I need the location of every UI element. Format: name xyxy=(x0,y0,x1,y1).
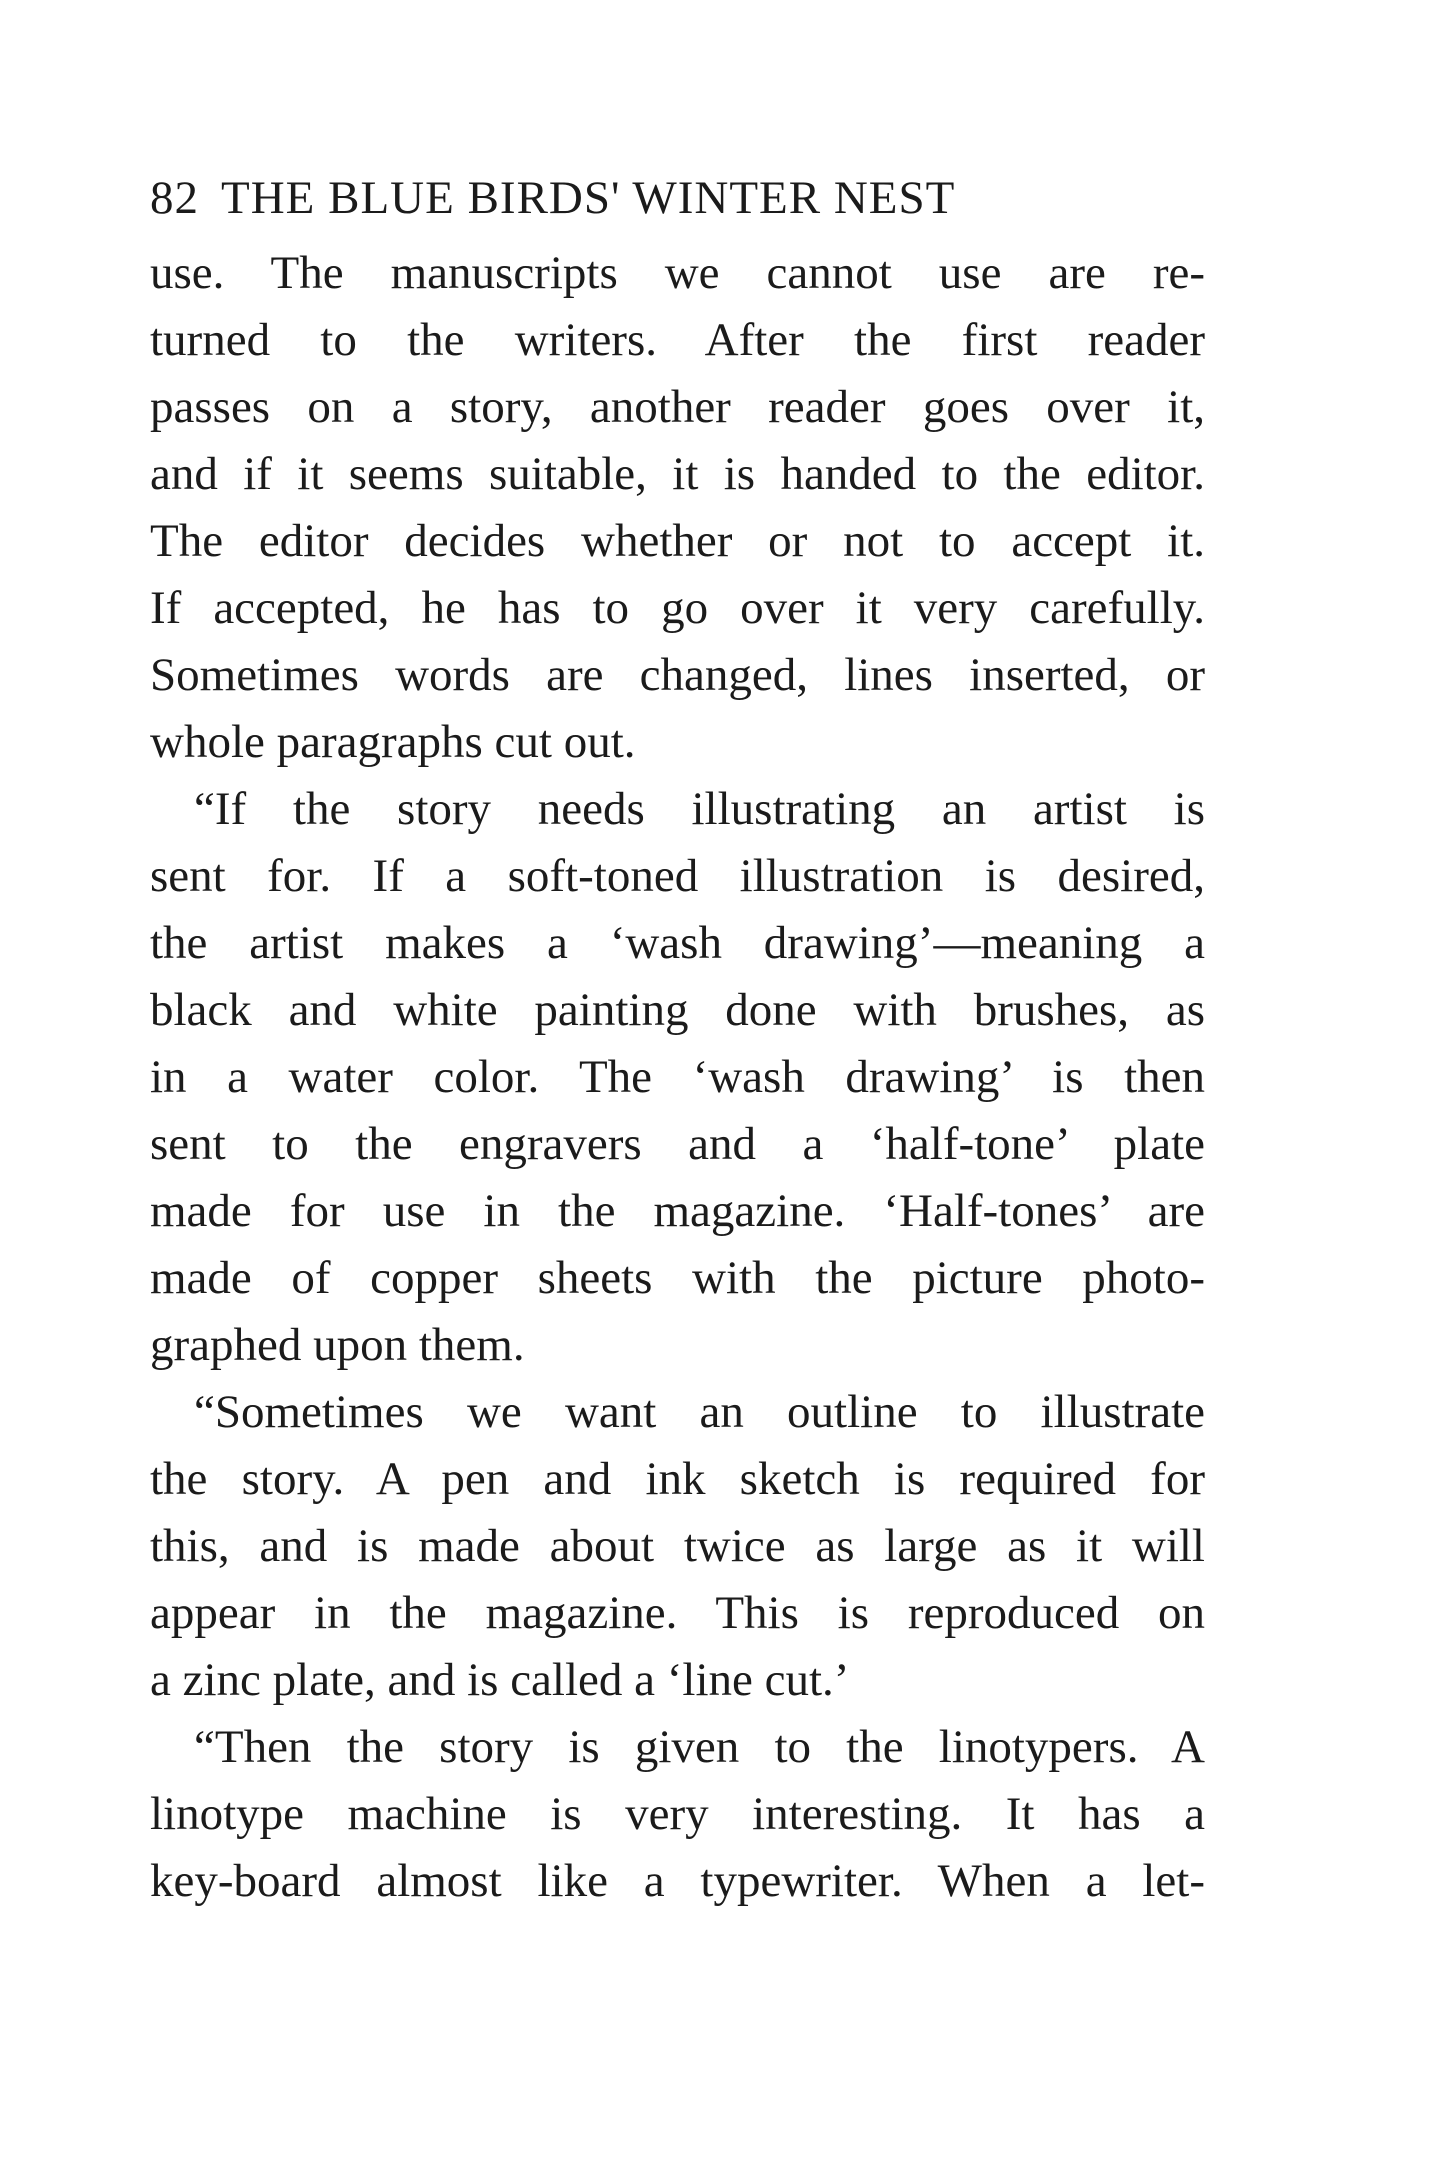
paragraph-4 xyxy=(150,1714,1205,1915)
text-line: sent to the engravers and a ‘half-tone’ plate xyxy=(150,1118,1205,1170)
text-line: use. The manuscripts we cannot use are re- xyxy=(150,247,1205,299)
text-line: “Then the story is given to the linotypers. A xyxy=(194,1721,1205,1773)
text-line: and if it seems suitable, it is handed to the editor. xyxy=(150,448,1205,500)
paragraph-1 xyxy=(150,240,1205,776)
text-line: graphed upon them. xyxy=(150,1319,525,1371)
text-line: The editor decides whether or not to accept it. xyxy=(150,515,1205,567)
text-line: sent for. If a soft-toned illustration is desired, xyxy=(150,850,1205,902)
text-line: linotype machine is very interesting. It has a xyxy=(150,1788,1205,1840)
text-line: in a water color. The ‘wash drawing’ is then xyxy=(150,1051,1205,1103)
text-line: If accepted, he has to go over it very carefully. xyxy=(150,582,1205,634)
text-line: key-board almost like a typewriter. When a let- xyxy=(150,1855,1205,1907)
text-line: black and white painting done with brushes, as xyxy=(150,984,1205,1036)
text-line: turned to the writers. After the first reader xyxy=(150,314,1205,366)
text-line: a zinc plate, and is called a ‘line cut.’ xyxy=(150,1654,850,1706)
text-line: passes on a story, another reader goes over it, xyxy=(150,381,1205,433)
paragraph-2 xyxy=(150,776,1205,1379)
text-line: “Sometimes we want an outline to illustrate xyxy=(194,1386,1205,1438)
text-line: this, and is made about twice as large as it will xyxy=(150,1520,1205,1572)
text-line: the artist makes a ‘wash drawing’—meaning a xyxy=(150,917,1205,969)
text-line: Sometimes words are changed, lines inserted, or xyxy=(150,649,1205,701)
text-line: “If the story needs illustrating an artist is xyxy=(194,783,1205,835)
text-line: appear in the magazine. This is reproduced on xyxy=(150,1587,1205,1639)
text-line: the story. A pen and ink sketch is required for xyxy=(150,1453,1205,1505)
text-line: whole paragraphs cut out. xyxy=(150,716,636,768)
running-head xyxy=(150,170,1205,226)
text-line: made of copper sheets with the picture photo- xyxy=(150,1252,1205,1304)
text-line: made for use in the magazine. ‘Half-tones’ are xyxy=(150,1185,1205,1237)
book-page xyxy=(150,170,1205,1915)
page-number: 82 xyxy=(150,172,199,224)
running-title: THE BLUE BIRDS' WINTER NEST xyxy=(221,172,956,224)
paragraph-3 xyxy=(150,1379,1205,1714)
